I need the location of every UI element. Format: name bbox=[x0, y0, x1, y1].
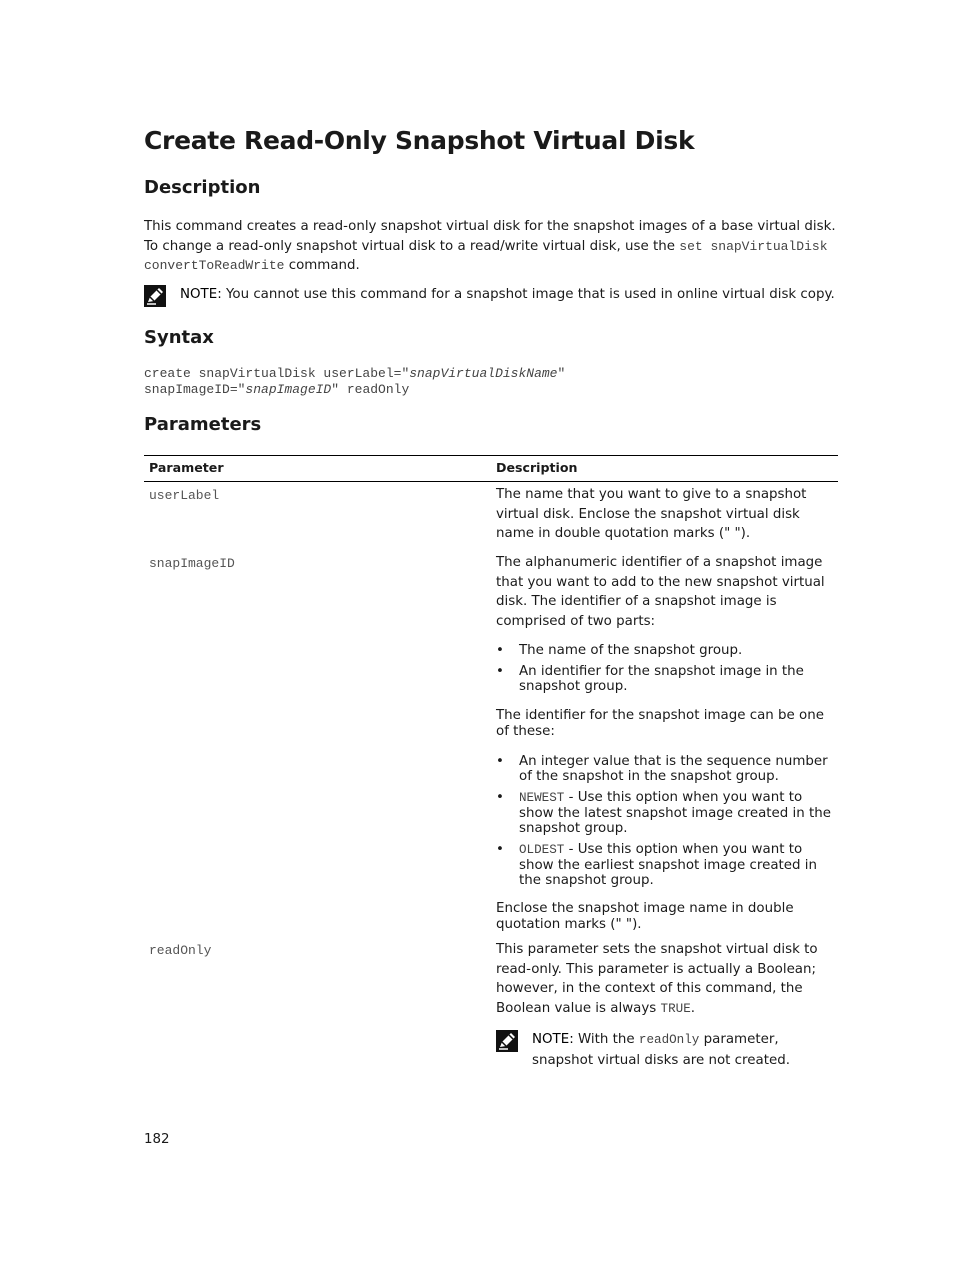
list-item: • An identifier for the snapshot image in the snapshot group. bbox=[496, 664, 836, 694]
note-callout bbox=[144, 285, 840, 307]
param-description-text bbox=[496, 940, 836, 1019]
syntax-text: snapImageID=" bbox=[144, 381, 246, 397]
syntax-text: " bbox=[557, 366, 566, 381]
param-name: snapImageID bbox=[149, 556, 235, 571]
param-description bbox=[496, 553, 836, 933]
syntax-variable: snapImageID bbox=[245, 381, 332, 397]
note-label: NOTE: bbox=[532, 1032, 574, 1047]
param-name: userLabel bbox=[149, 488, 220, 503]
param-description-text: Enclose the snapshot image name in double quotation marks (" "). bbox=[496, 901, 794, 932]
table-header bbox=[144, 455, 838, 482]
parameters-table bbox=[144, 455, 838, 1068]
note-pencil-icon bbox=[496, 1030, 518, 1052]
syntax-variable: snapVirtualDiskName bbox=[409, 366, 558, 381]
inline-code: TRUE bbox=[660, 1001, 691, 1016]
param-description-part: This parameter sets the snapshot virtual disk to read-only. This parameter is actually a Boolean; however, in the context of this command, the Boolean value is always bbox=[496, 942, 818, 1016]
note-label: NOTE: bbox=[180, 287, 222, 302]
list-item: • The name of the snapshot group. bbox=[496, 643, 836, 658]
syntax-text: create snapVirtualDisk userLabel=" bbox=[144, 366, 410, 381]
note-pencil-icon bbox=[144, 285, 166, 307]
note-text bbox=[532, 1030, 822, 1070]
param-description bbox=[496, 940, 836, 1070]
page-number: 182 bbox=[144, 1132, 170, 1147]
note-body: With the bbox=[577, 1032, 635, 1047]
note-body: You cannot use this command for a snapshot image that is used in online virtual disk copy. bbox=[225, 287, 835, 302]
list-item-text: - Use this option when you want to show the latest snapshot image created in the snapshot group. bbox=[519, 790, 831, 836]
column-header-description: Description bbox=[496, 460, 578, 475]
param-description-part: . bbox=[690, 1000, 696, 1016]
page-title: Create Read-Only Snapshot Virtual Disk bbox=[144, 126, 695, 155]
inline-code: readOnly bbox=[638, 1033, 700, 1047]
list-item bbox=[496, 790, 836, 836]
syntax-heading: Syntax bbox=[144, 327, 214, 348]
param-description-text: The alphanumeric identifier of a snapshot image that you want to add to the new snapshot virtual disk. The identifier of a snapshot image is comprised of two parts: bbox=[496, 555, 825, 629]
syntax-text: " readOnly bbox=[331, 381, 410, 397]
syntax-code-block bbox=[144, 366, 565, 397]
param-description-text: The name that you want to give to a snapshot virtual disk. Enclose the snapshot virtual disk name in double quotation marks (" "). bbox=[496, 487, 807, 541]
param-description-text: The identifier for the snapshot image can be one of these: bbox=[496, 708, 824, 739]
list-item-text: - Use this option when you want to show the earliest snapshot image created in the snapshot group. bbox=[519, 842, 817, 888]
bullet-list bbox=[496, 754, 836, 888]
list-item: • An integer value that is the sequence number of the snapshot in the snapshot group. bbox=[496, 754, 836, 784]
column-header-parameter: Parameter bbox=[149, 460, 224, 475]
bullet-list bbox=[496, 643, 836, 694]
param-name: readOnly bbox=[149, 943, 212, 958]
description-paragraph bbox=[144, 217, 838, 276]
note-callout bbox=[496, 1030, 836, 1070]
inline-code: NEWEST bbox=[519, 791, 565, 805]
note-body: parameter, snapshot virtual disks are not created. bbox=[532, 1032, 790, 1068]
description-text: This command creates a read-only snapshot virtual disk for the snapshot images of a base virtual disk. To change a read-only snapshot virtual disk to a read/write virtual disk, use the bbox=[144, 219, 836, 254]
list-item bbox=[496, 842, 836, 888]
description-text-end: command. bbox=[288, 258, 360, 273]
inline-code: OLDEST bbox=[519, 843, 565, 857]
description-heading: Description bbox=[144, 177, 261, 198]
param-description bbox=[496, 485, 836, 544]
inline-code: set snapVirtualDisk convertToReadWrite bbox=[144, 238, 828, 273]
note-text bbox=[180, 285, 840, 305]
parameters-heading: Parameters bbox=[144, 414, 262, 435]
